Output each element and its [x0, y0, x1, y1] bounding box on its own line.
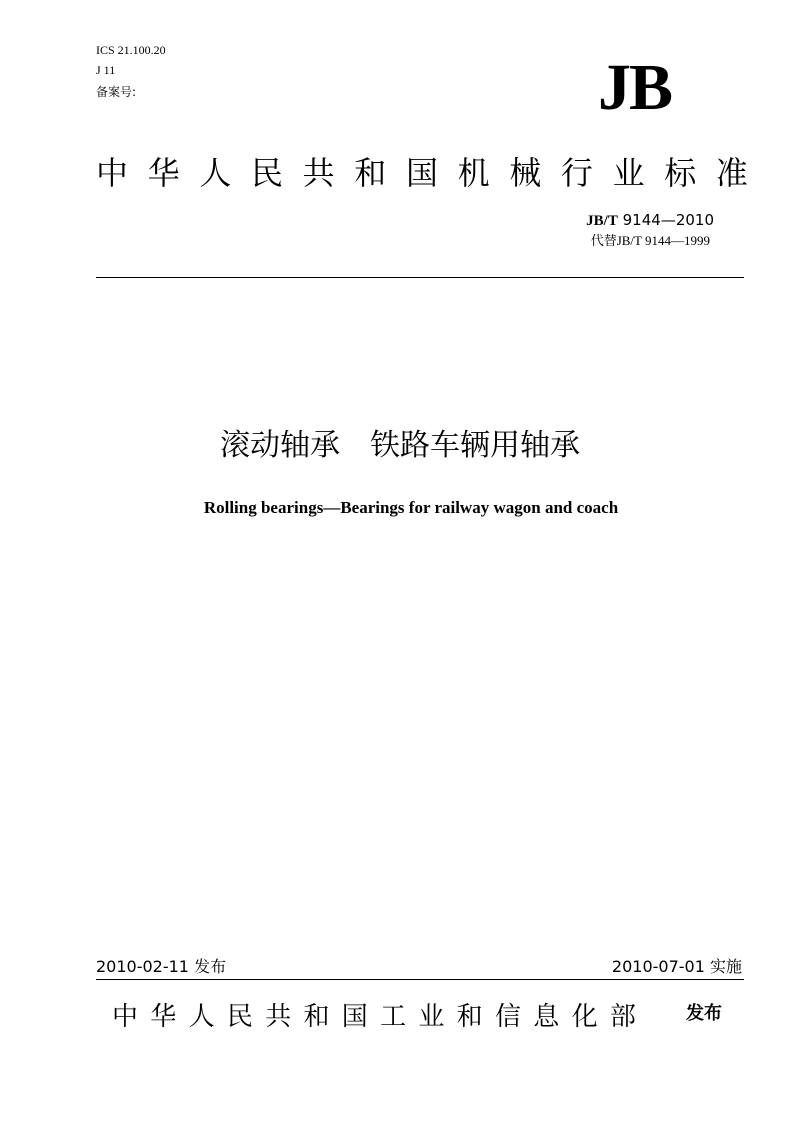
org-title-char: 华	[147, 154, 180, 192]
ministry-char: 民	[226, 1001, 253, 1032]
org-title-char: 共	[302, 154, 335, 192]
standard-category-title	[96, 146, 748, 196]
org-title-char: 行	[560, 154, 593, 192]
org-title-char: 人	[199, 154, 232, 192]
ministry-char: 和	[303, 1001, 330, 1032]
standard-prefix: JB/T	[586, 213, 618, 229]
org-title-char: 标	[664, 154, 697, 192]
ministry-char: 部	[609, 1001, 636, 1032]
ministry-char: 息	[533, 1001, 560, 1032]
ministry-char: 业	[418, 1001, 445, 1032]
header-divider	[96, 277, 744, 278]
issuing-ministry	[112, 994, 636, 1034]
record-number-label: 备案号:	[96, 85, 137, 99]
org-title-char: 国	[405, 154, 438, 192]
issue-date: 2010-02-11 发布	[96, 957, 227, 976]
standard-number	[586, 210, 714, 231]
ministry-char: 国	[341, 1001, 368, 1032]
ministry-char: 华	[150, 1001, 177, 1032]
ministry-char: 共	[265, 1001, 292, 1032]
org-title-char: 业	[612, 154, 645, 192]
ministry-char: 工	[380, 1001, 407, 1032]
org-title-char: 械	[509, 154, 542, 192]
classification-code: J 11	[96, 63, 116, 77]
org-title-char: 机	[457, 154, 490, 192]
ics-code: ICS 21.100.20	[96, 43, 166, 57]
standard-code: 9144—2010	[622, 211, 714, 229]
footer-divider	[96, 979, 744, 980]
replaces-standard: 代替JB/T 9144—1999	[590, 233, 710, 248]
org-title-char: 准	[715, 154, 748, 192]
document-title-en: Rolling bearings—Bearings for railway wagon and coach	[203, 498, 619, 517]
org-title-char: 民	[250, 154, 283, 192]
ministry-char: 中	[112, 1001, 139, 1032]
ministry-char: 化	[571, 1001, 598, 1032]
implementation-date: 2010-07-01 实施	[611, 957, 742, 976]
publish-label: 发布	[686, 1003, 722, 1024]
ministry-char: 信	[494, 1001, 521, 1032]
ministry-char: 和	[456, 1001, 483, 1032]
org-title-char: 和	[354, 154, 387, 192]
org-title-char: 中	[96, 154, 129, 192]
jb-logo: JB	[598, 51, 672, 124]
ministry-char: 人	[188, 1001, 215, 1032]
document-title-cn: 滚动轴承 铁路车辆用轴承	[220, 428, 580, 463]
